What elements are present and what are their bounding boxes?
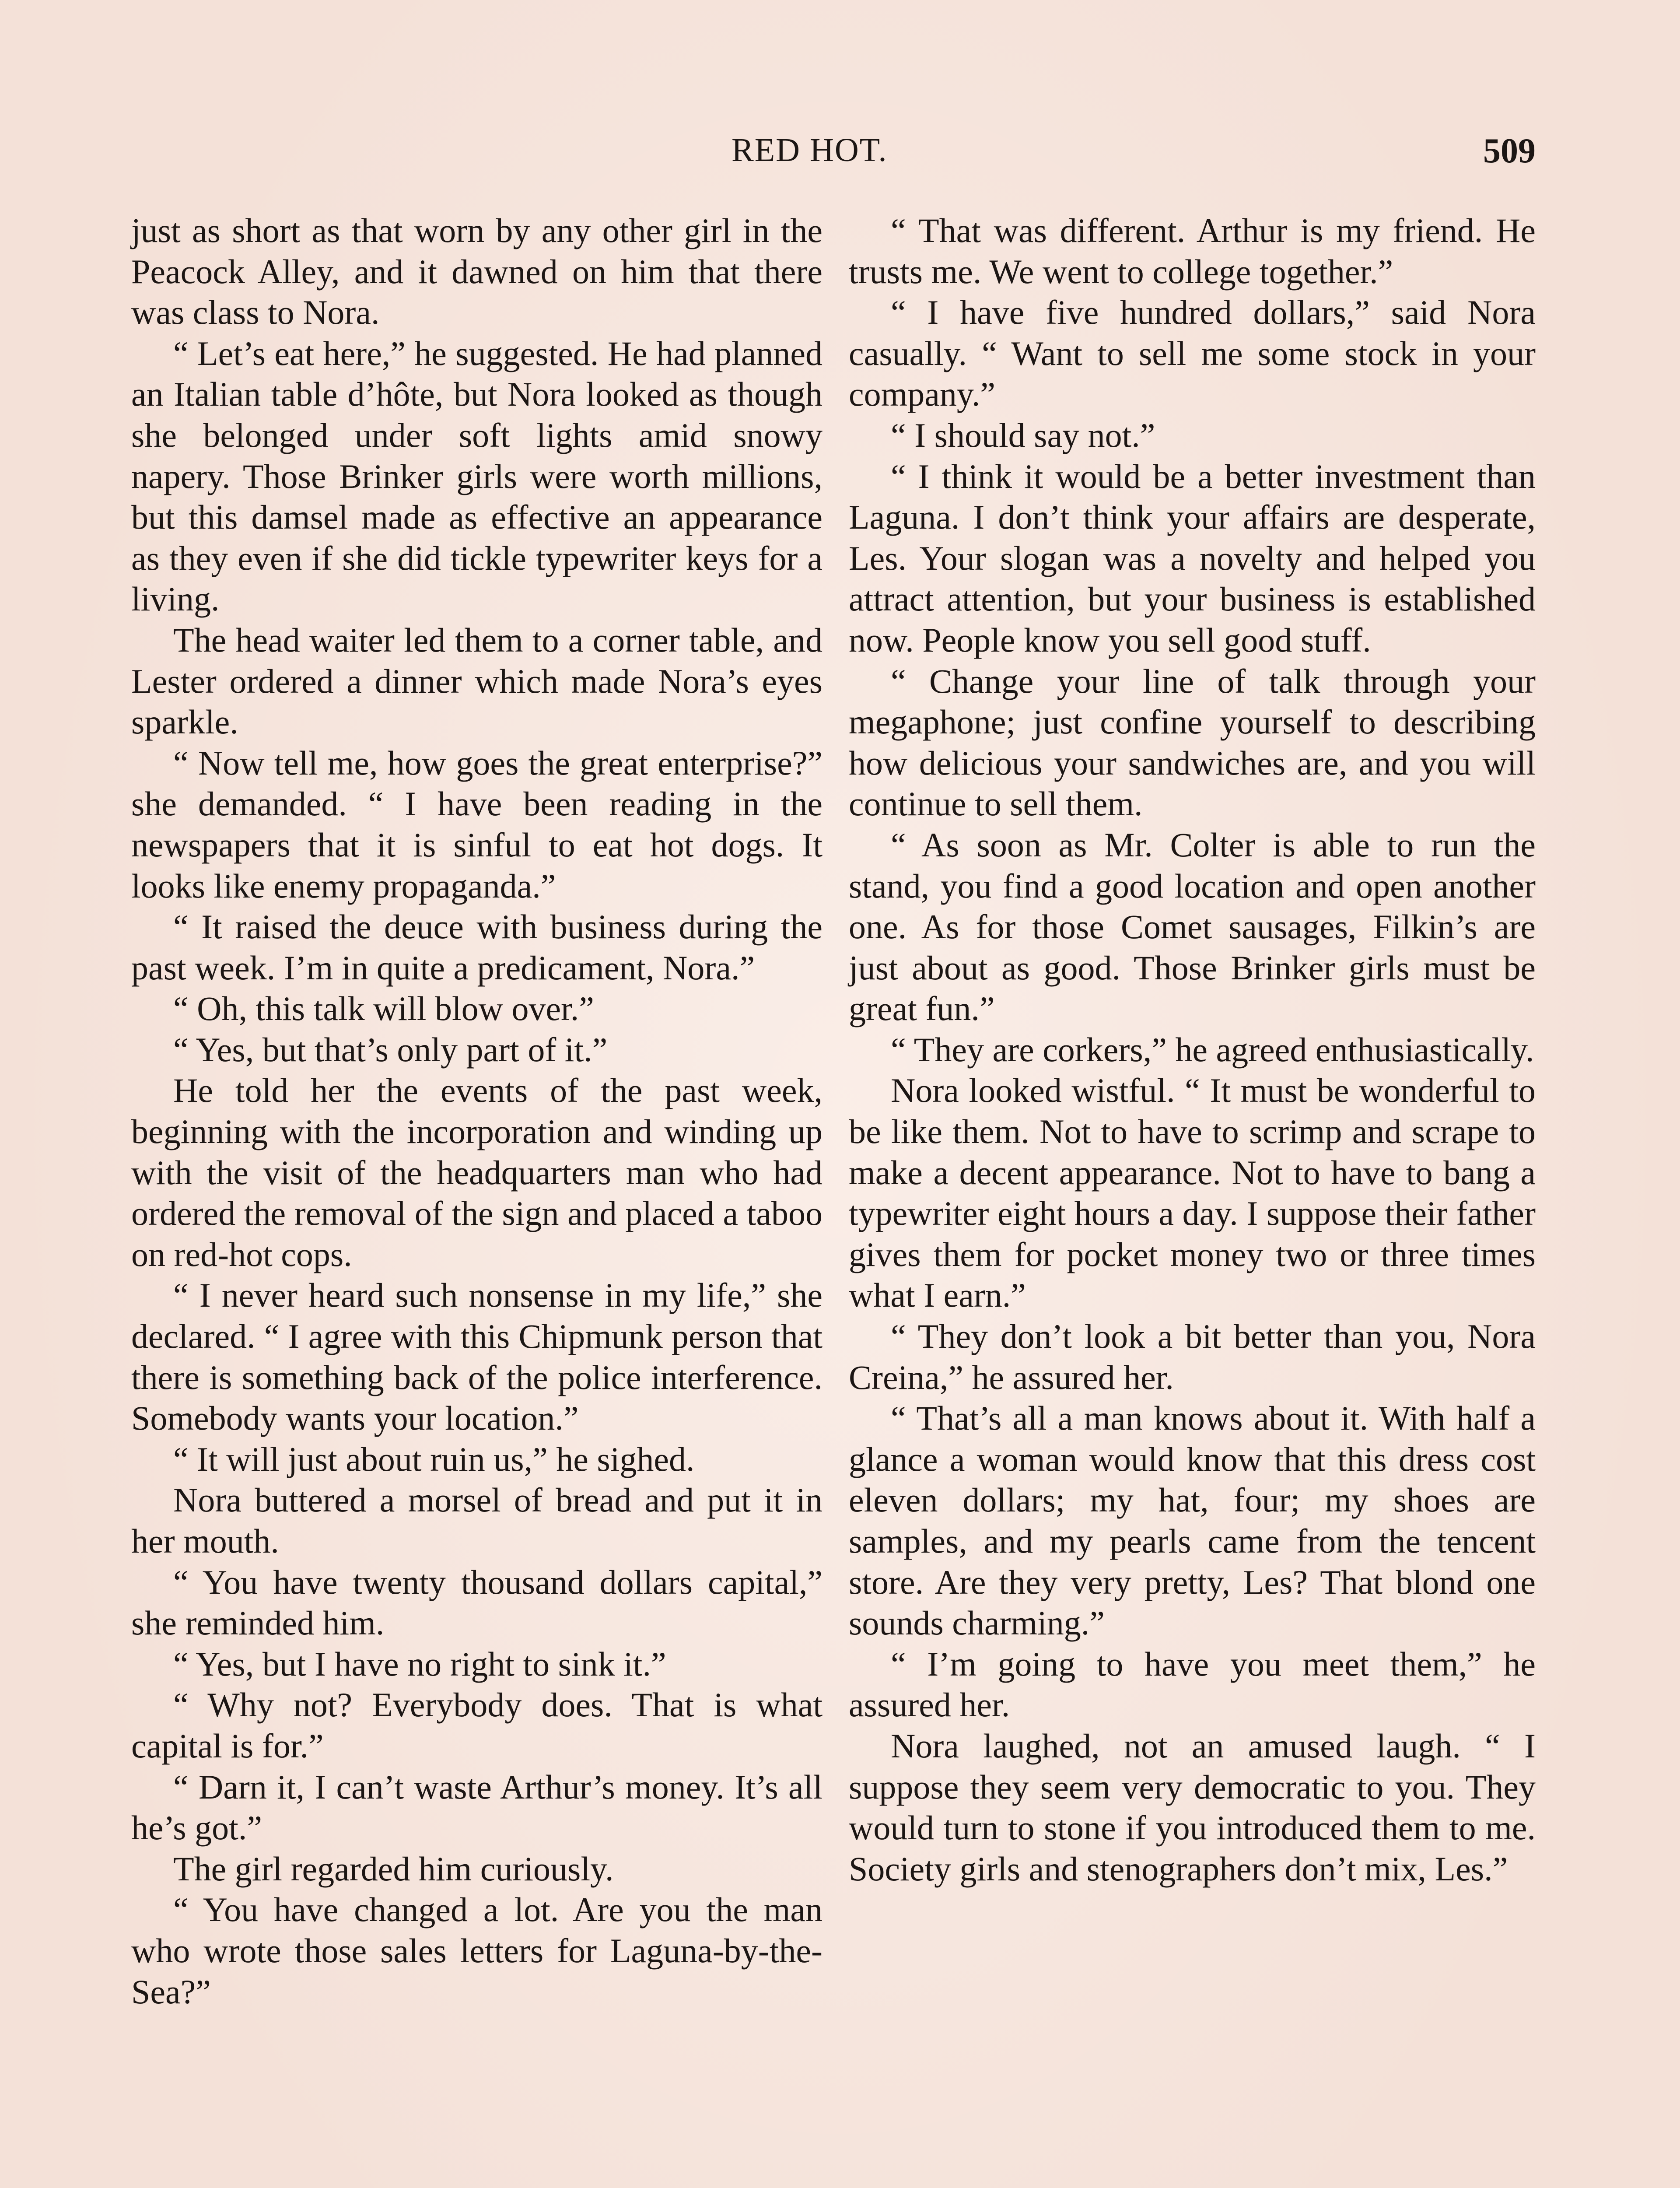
paragraph: Nora laughed, not an amused laugh. “ I suppose they seem very democratic to you. They would turn to stone if you introduced them to me. Society girls and stenographers don’t mix, Les.” (849, 1726, 1536, 1888)
paragraph: “ You have changed a lot. Are you the man who wrote those sales letters for Laguna-by-the-Sea?” (131, 1890, 822, 2011)
paragraph: “ I should say not.” (891, 416, 1155, 454)
paragraph: “ I have five hundred dollars,” said Nora casually. “ Want to sell me some stock in your company.” (849, 293, 1536, 414)
paragraph: “ You have twenty thousand dollars capital,” she reminded him. (131, 1563, 822, 1642)
paragraph: “ Change your line of talk through your megaphone; just confine yourself to describing how delicious your sandwiches are, and you will continue to sell them. (849, 662, 1536, 823)
paragraph: “ I never heard such nonsense in my life,” she declared. “ I agree with this Chipmunk person that there is something back of the police interference. Somebody wants your location.” (131, 1276, 822, 1438)
paragraph: “ It will just about ruin us,” he sighed. (173, 1440, 695, 1478)
paragraph: “ They don’t look a bit better than you, Nora Creina,” he assured her. (849, 1317, 1536, 1396)
paragraph: “ I think it would be a better investment than Laguna. I don’t think your affairs are desperate, Les. Your slogan was a novelty and helped you attract attention, but your business is established now. People know you sell good stuff. (849, 457, 1536, 659)
paragraph: just as short as that worn by any other girl in the Peacock Alley, and it dawned on him that there was class to Nora. (131, 211, 822, 332)
paragraph: “ Yes, but I have no right to sink it.” (173, 1645, 666, 1683)
paragraph: Nora looked wistful. “ It must be wonderful to be like them. Not to have to scrimp and scrape to make a decent appearance. Not to have to bang a typewriter eight hours a day. I suppose their father gives them for pocket money two or three times what I earn.” (849, 1071, 1536, 1315)
paragraph: “ Oh, this talk will blow over.” (173, 989, 594, 1028)
paragraph: “ I’m going to have you meet them,” he assured her. (849, 1645, 1536, 1724)
paragraph: “ Darn it, I can’t waste Arthur’s money. It’s all he’s got.” (131, 1767, 822, 1847)
paragraph: “ They are corkers,” he agreed enthusiastically. (891, 1030, 1534, 1069)
paragraph: Nora buttered a morsel of bread and put it in her mouth. (131, 1481, 822, 1560)
paragraph: “ Yes, but that’s only part of it.” (173, 1030, 608, 1069)
left-text-column (131, 210, 822, 2012)
running-title: RED HOT. (732, 132, 888, 168)
paragraph: The girl regarded him curiously. (173, 1849, 614, 1888)
right-text-column (849, 210, 1536, 1889)
paragraph: “ That was different. Arthur is my friend. He trusts me. We went to college together.” (849, 211, 1536, 291)
page-number: 509 (1483, 132, 1536, 170)
paragraph: “ It raised the deuce with business during the past week. I’m in quite a predicament, Nora.” (131, 908, 822, 987)
paragraph: “ Now tell me, how goes the great enterprise?” she demanded. “ I have been reading in the newspapers that it is sinful to eat hot dogs. It looks like enemy propaganda.” (131, 743, 822, 905)
paragraph: “ Let’s eat here,” he suggested. He had planned an Italian table d’hôte, but Nora looked as though she belonged under soft lights amid snowy napery. Those Brinker girls were worth millions, but this damsel made as effective an appearance as they even if she did tickle typewriter keys for a living. (131, 334, 822, 618)
paragraph: “ Why not? Everybody does. That is what capital is for.” (131, 1686, 822, 1765)
paragraph: He told her the events of the past week, beginning with the incorporation and winding up with the visit of the headquarters man who had ordered the removal of the sign and placed a taboo on red-hot cops. (131, 1071, 822, 1273)
paragraph: The head waiter led them to a corner table, and Lester ordered a dinner which made Nora’s eyes sparkle. (131, 621, 822, 741)
paragraph: “ That’s all a man knows about it. With half a glance a woman would know that this dress cost eleven dollars; my hat, four; my shoes are samples, and my pearls came from the tencent store. Are they very pretty, Les? That blond one sounds charming.” (849, 1399, 1536, 1642)
paragraph: “ As soon as Mr. Colter is able to run the stand, you find a good location and open another one. As for those Comet sausages, Filkin’s are just about as good. Those Brinker girls must be great fun.” (849, 825, 1536, 1028)
